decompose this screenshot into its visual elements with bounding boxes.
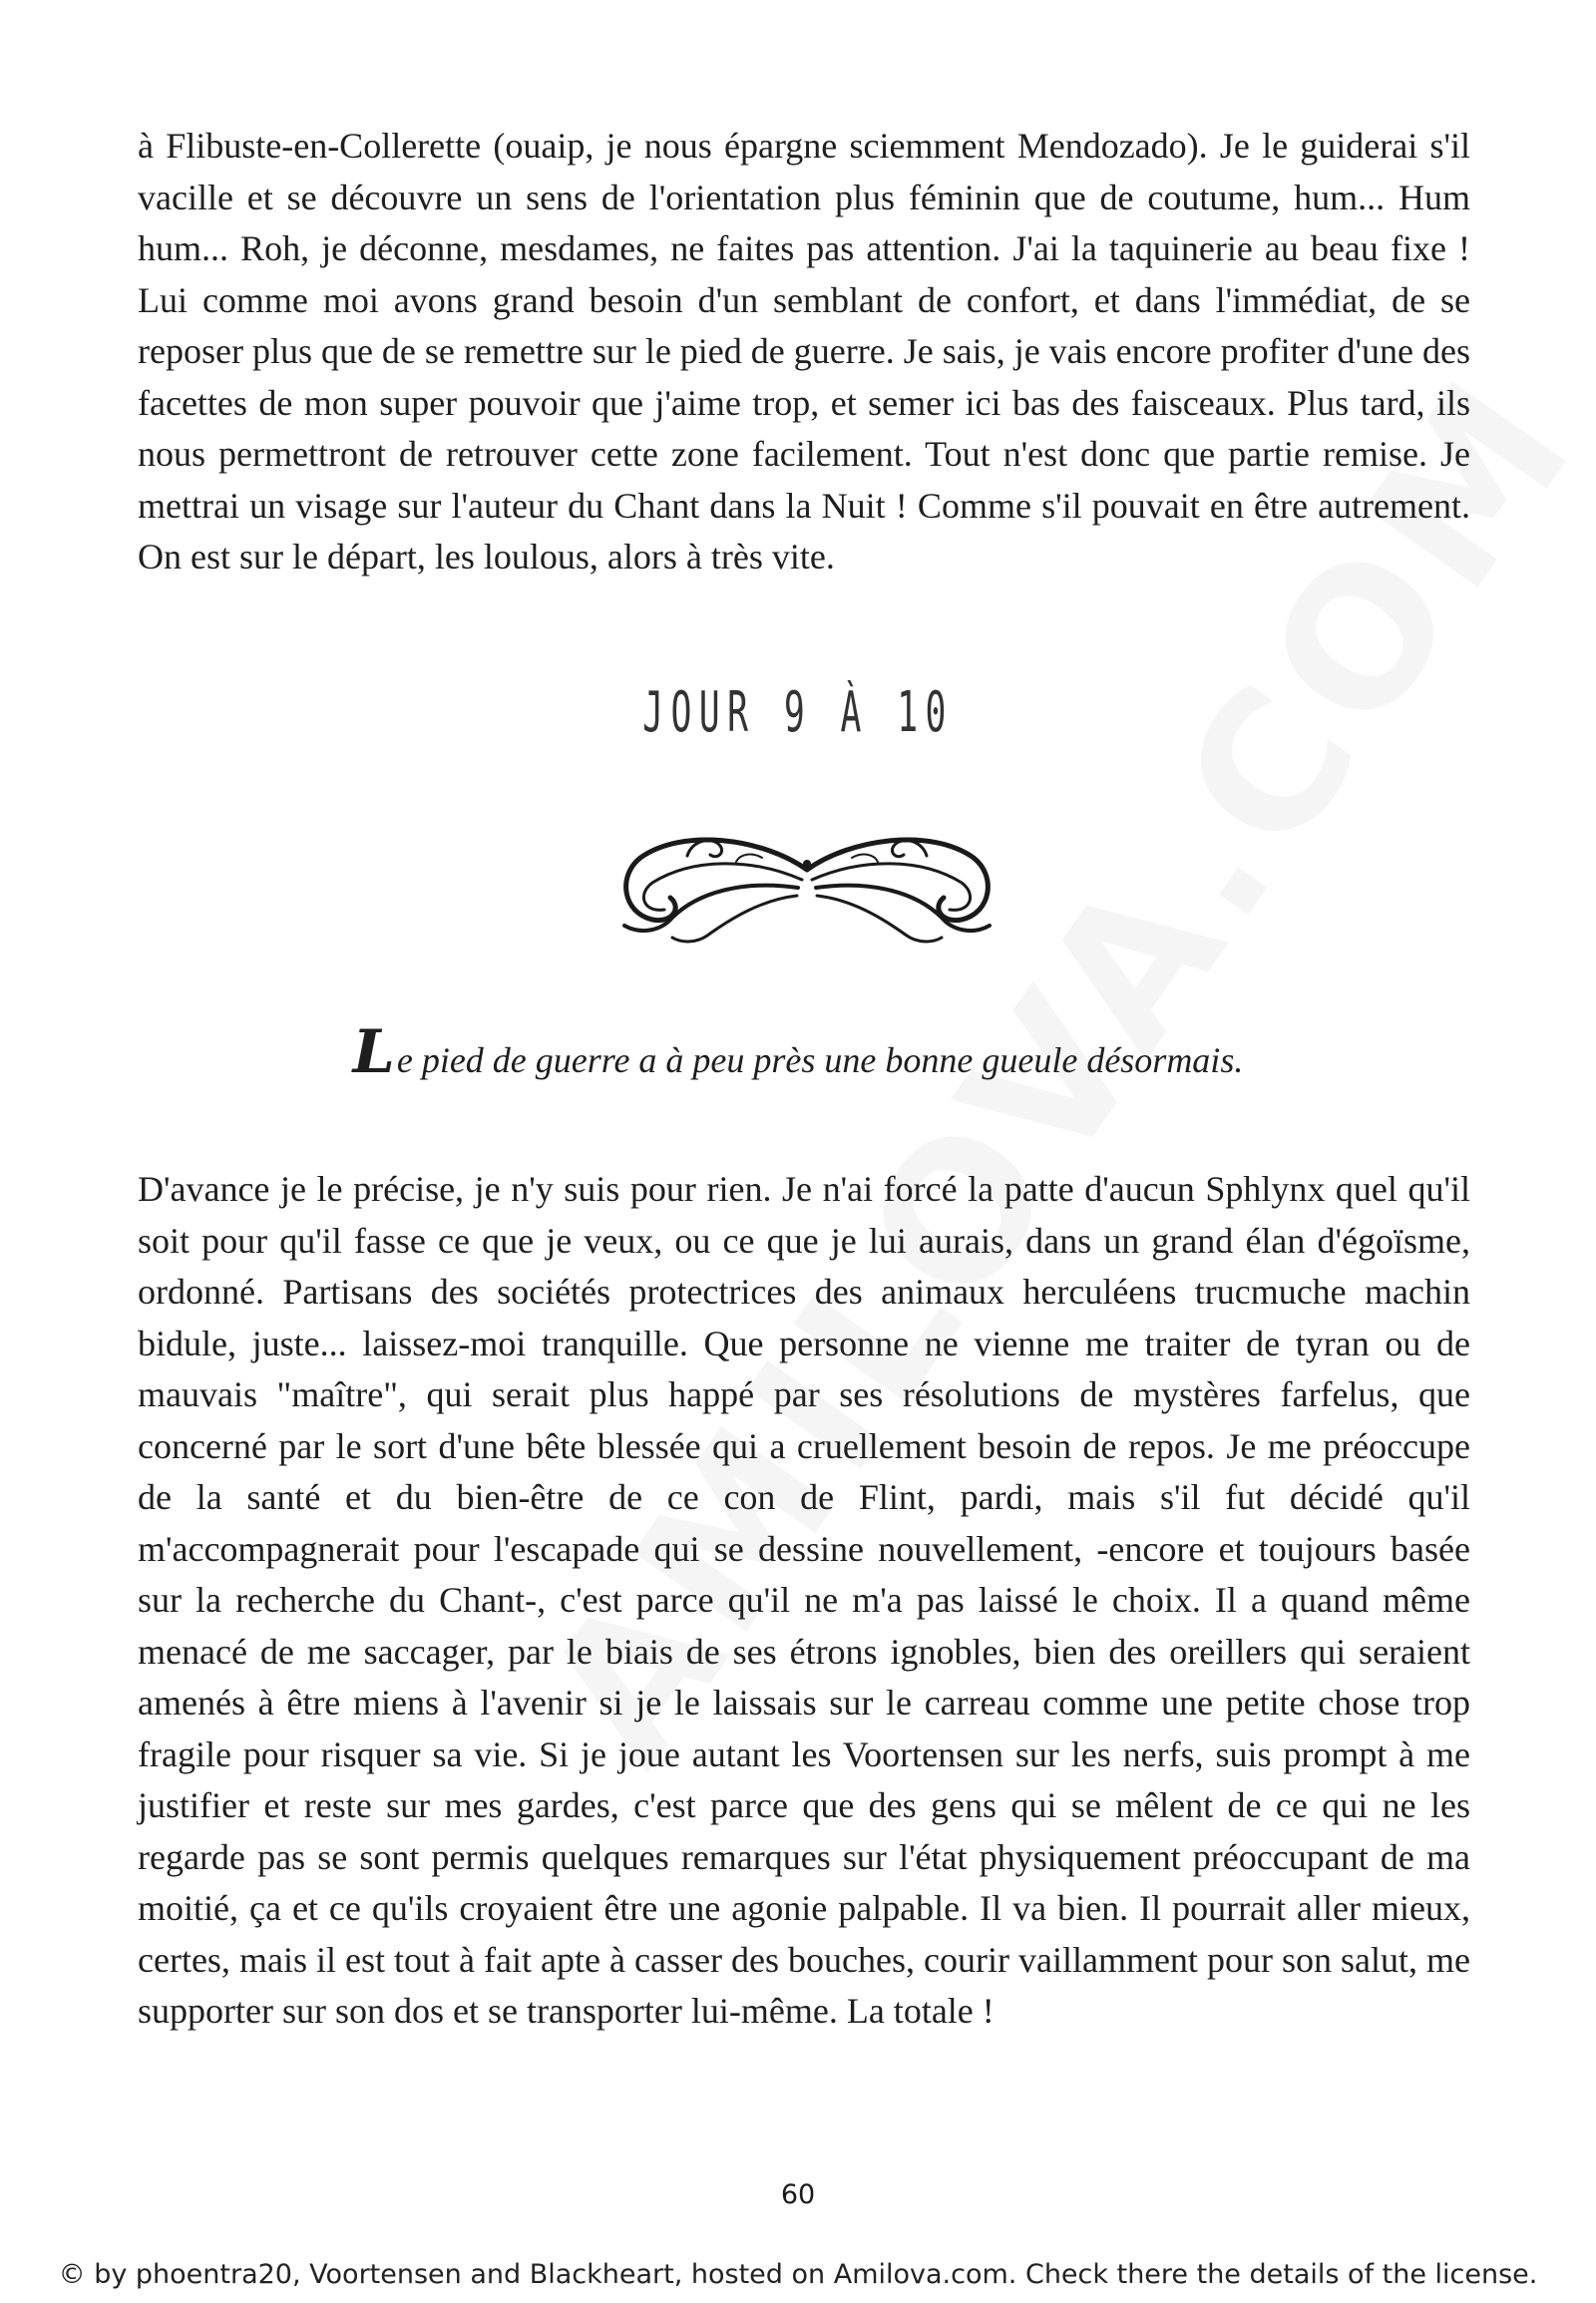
chapter-title: JOUR 9 À 10	[642, 680, 954, 745]
flourish-divider-icon	[612, 818, 1001, 948]
license-footer: © by phoentra20, Voortensen and Blackheart, hosted on Amilova.com. Check there the details of the license.	[58, 2259, 1538, 2290]
body-paragraph-top: à Flibuste-en-Collerette (ouaip, je nous épargne sciemment Mendozado). Je le guiderai s'il vacille et se découvre un sens de l'orientation plus féminin que de coutume, hum... Hum hum... Roh, je déconne, mesdames, ne faites pas attention. J'ai la taquinerie au beau fixe ! Lui comme moi avons grand besoin d'un semblant de confort, et dans l'immédiat, de se reposer plus que de se remettre sur le pied de guerre. Je sais, je vais encore profiter d'une des facettes de mon super pouvoir que j'aime trop, et semer ici bas des faisceaux. Plus tard, ils nous permettront de retrouver cette zone facilement. Tout n'est donc que partie remise. Je mettrai un visage sur l'auteur du Chant dans la Nuit ! Comme s'il pouvait en être autrement. On est sur le départ, les loulous, alors à très vite.	[138, 126, 1470, 576]
drop-cap: L	[352, 1017, 395, 1087]
page-number: 60	[780, 2179, 816, 2210]
body-paragraph-main: D'avance je le précise, je n'y suis pour rien. Je n'ai forcé la patte d'aucun Sphlynx quel qu'il soit pour qu'il fasse ce que je veux, ou ce que je lui aurais, dans un grand élan d'égoïsme, ordonné. Partisans des sociétés protectrices des animaux herculéens trucmuche machin bidule, juste... laissez-moi tranquille. Que personne ne vienne me traiter de tyran ou de mauvais "maître", qui serait plus happé par ses résolutions de mystères farfelus, que concerné par le sort d'une bête blessée qui a cruellement besoin de repos. Je me préoccupe de la santé et du bien-être de ce con de Flint, pardi, mais s'il fut décidé qu'il m'accompagnerait pour l'escapade qui se dessine nouvellement, -encore et toujours basée sur la recherche du Chant-, c'est parce qu'il ne m'a pas laissé le choix. Il a quand même menacé de me saccager, par le biais de ses étrons ignobles, bien des oreillers qui seraient amenés à être miens à l'avenir si je le laissais sur le carreau comme une petite chose trop fragile pour risquer sa vie. Si je joue autant les Voortensen sur les nerfs, suis prompt à me justifier et reste sur mes gardes, c'est parce que des gens qui se mêlent de ce qui ne les regarde pas se sont permis quelques remarques sur l'état physiquement préoccupant de ma moitié, ça et ce qu'ils croyaient être une agonie palpable. Il va bien. Il pourrait aller mieux, certes, mais il est tout à fait apte à casser des bouches, courir vaillamment pour son salut, me supporter sur son dos et se transporter lui-même. La totale !	[138, 1169, 1470, 2031]
lead-line-text: e pied de guerre a à peu près une bonne gueule désormais.	[396, 1040, 1244, 1080]
chapter-lead-line	[0, 1017, 1596, 1090]
